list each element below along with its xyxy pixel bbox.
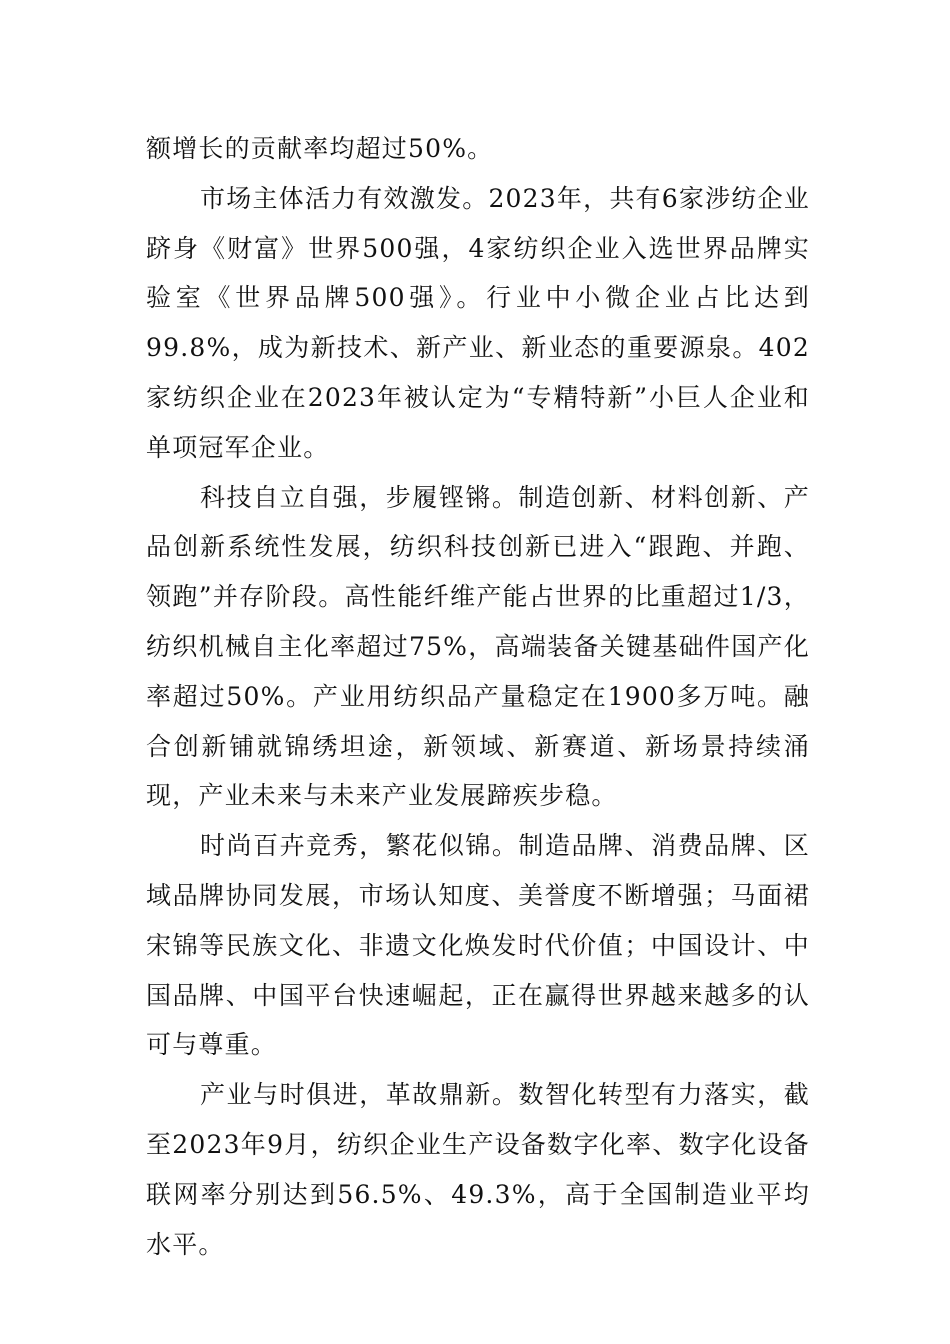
- paragraph-market-vitality: 市场主体活力有效激发。2023年，共有6家涉纺企业跻身《财富》世界500强，4家纺织企业入选世界品牌实验室《世界品牌500强》。行业中小微企业占比达到99.8%，成为新技术、新产业、新业态的重要源泉。402家纺织企业在2023年被认定为“专精特新”小巨人企业和单项冠军企业。: [146, 183, 810, 462]
- document-body: [146, 124, 810, 1269]
- paragraph-digital-transformation: 产业与时俱进，革故鼎新。数智化转型有力落实，截至2023年9月，纺织企业生产设备数字化率、数字化设备联网率分别达到56.5%、49.3%，高于全国制造业平均水平。: [146, 1080, 810, 1259]
- paragraph-fashion-brands: 时尚百卉竞秀，繁花似锦。制造品牌、消费品牌、区域品牌协同发展，市场认知度、美誉度不断增强；马面裙宋锦等民族文化、非遗文化焕发时代价值；中国设计、中国品牌、中国平台快速崛起，正在赢得世界越来越多的认可与尊重。: [146, 831, 810, 1060]
- paragraph-continuation: 额增长的贡献率均超过50%。: [146, 134, 494, 163]
- paragraph-tech-innovation: 科技自立自强，步履铿锵。制造创新、材料创新、产品创新系统性发展，纺织科技创新已进入“跟跑、并跑、领跑”并存阶段。高性能纤维产能占世界的比重超过1/3，纺织机械自主化率超过75%，高端装备关键基础件国产化率超过50%。产业用纺织品产量稳定在1900多万吨。融合创新铺就锦绣坦途，新领域、新赛道、新场景持续涌现，产业未来与未来产业发展蹄疾步稳。: [146, 482, 810, 811]
